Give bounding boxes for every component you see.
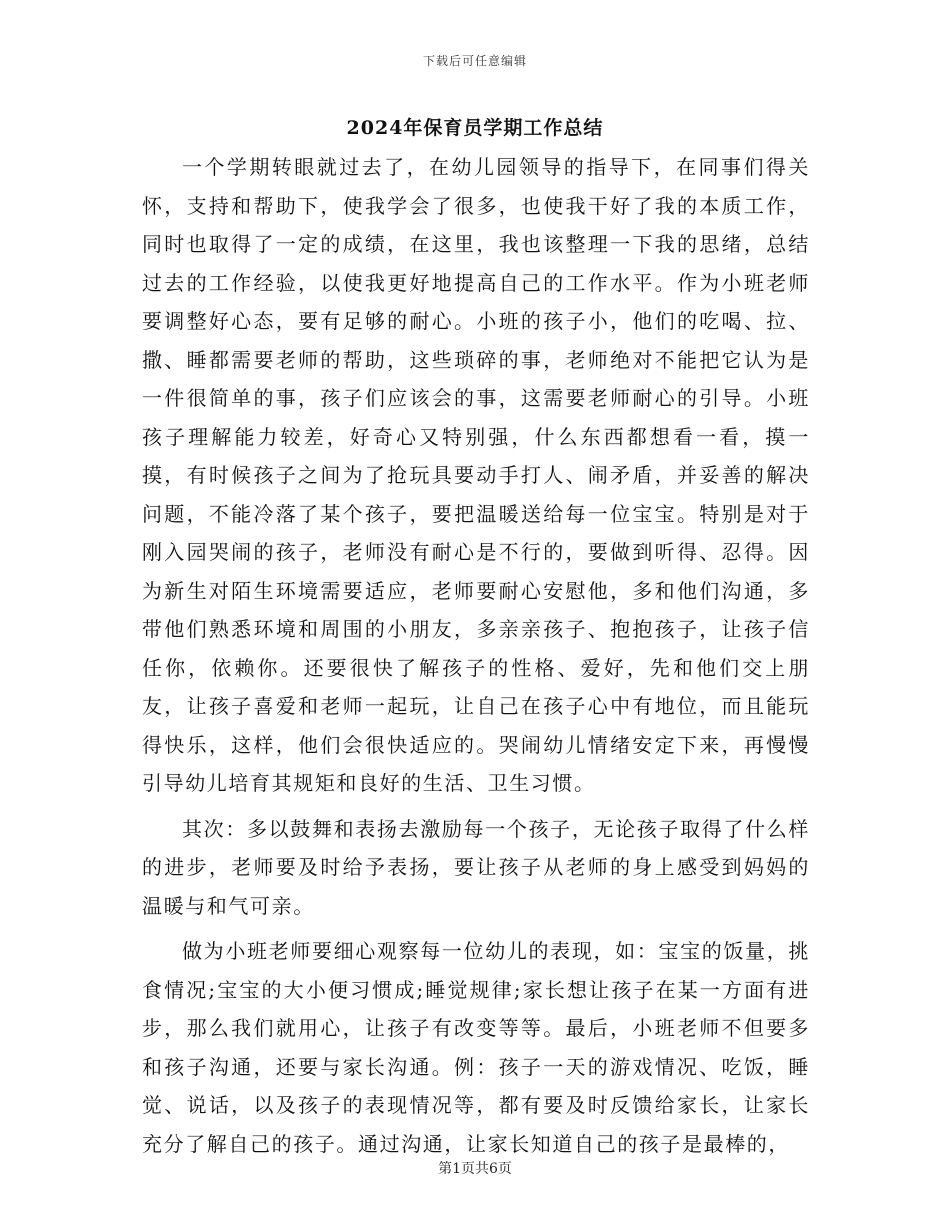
header-note: 下载后可任意编辑 bbox=[422, 54, 527, 68]
paragraph-2: 其次：多以鼓舞和表扬去激励每一个孩子，无论孩子取得了什么样的进步，老师要及时给予表扬，要让孩子从老师的身上感受到妈妈的温暖与和气可亲。 bbox=[142, 816, 810, 918]
paragraph-1: 一个学期转眼就过去了，在幼儿园领导的指导下，在同事们得关怀，支持和帮助下，使我学会了很多，也使我干好了我的本质工作，同时也取得了一定的成绩，在这里，我也该整理一下我的思绪，总结过去的工作经验，以使我更好地提高自己的工作水平。作为小班老师要调整好心态，要有足够的耐心。小班的孩子小，他们的吃喝、拉、撒、睡都需要老师的帮助，这些琐碎的事，老师绝对不能把它认为是一件很简单的事，孩子们应该会的事，这需要老师耐心的引导。小班孩子理解能力较差，好奇心又特别强，什么东西都想看一看，摸一摸，有时候孩子之间为了抢玩具要动手打人、闹矛盾，并妥善的解决问题，不能冷落了某个孩子，要把温暖送给每一位宝宝。特别是对于刚入园哭闹的孩子，老师没有耐心是不行的，要做到听得、忍得。因为新生对陌生环境需要适应，老师要耐心安慰他，多和他们沟通，多带他们熟悉环境和周围的小朋友，多亲亲孩子、抱抱孩子，让孩子信任你，依赖你。还要很快了解孩子的性格、爱好，先和他们交上朋友，让孩子喜爱和老师一起玩，让自己在孩子心中有地位，而且能玩得快乐，这样，他们会很快适应的。哭闹幼儿情绪安定下来，再慢慢引导幼儿培育其规矩和良好的生活、卫生习惯。 bbox=[142, 155, 810, 795]
page-number: 第1页共6页 bbox=[438, 1161, 512, 1177]
paragraph-3: 做为小班老师要细心观察每一位幼儿的表现，如：宝宝的饭量，挑食情况;宝宝的大小便习惯成;睡觉规律;家长想让孩子在某一方面有进步，那么我们就用心，让孩子有改变等等。最后，小班老师不但要多和孩子沟通，还要与家长沟通。例：孩子一天的游戏情况、吃饭，睡觉、说话，以及孩子的表现情况等，都有要及时反馈给家长，让家长充分了解自己的孩子。通过沟通，让家长知道自己的孩子是最棒的， bbox=[142, 939, 810, 1156]
document-title: 2024年保育员学期工作总结 bbox=[346, 117, 604, 139]
document-body bbox=[142, 148, 810, 1163]
